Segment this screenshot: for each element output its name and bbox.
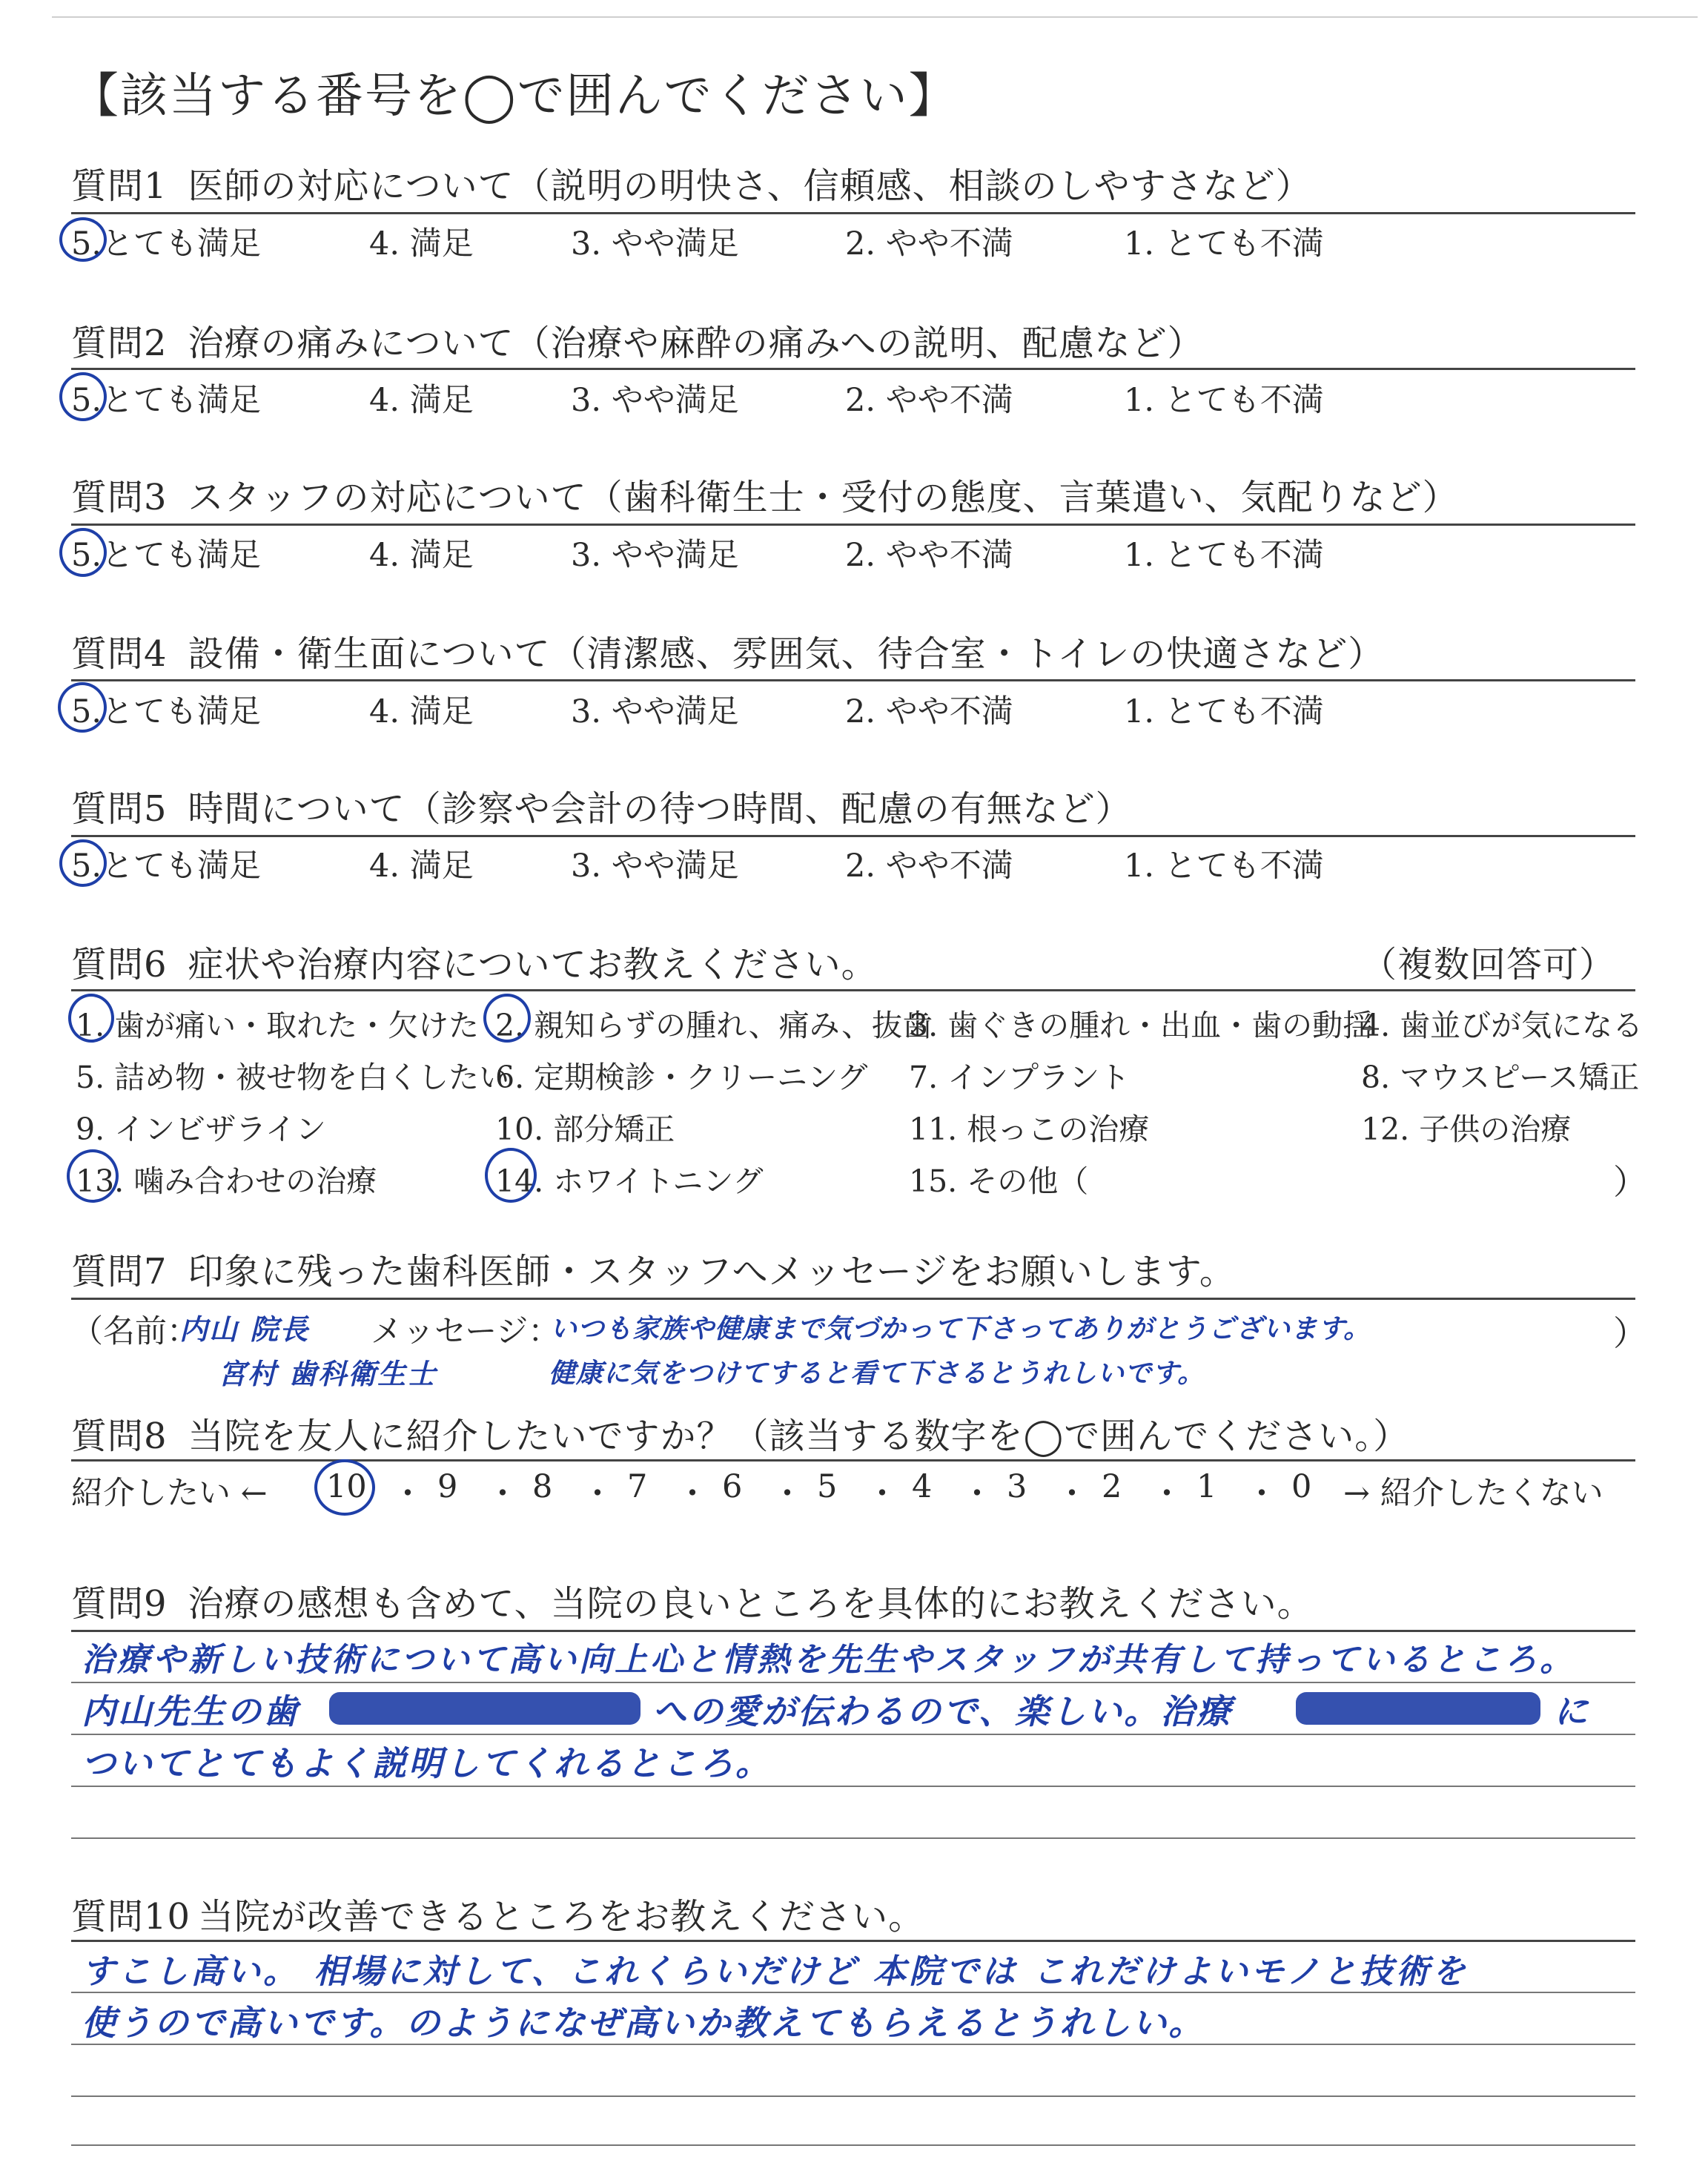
- scale-right-label: → 紹介したくない: [1343, 1475, 1603, 1512]
- scale-5[interactable]: 5: [817, 1468, 838, 1505]
- option-1[interactable]: 1. とても不満: [1124, 382, 1324, 419]
- question-4-rule: [71, 679, 1635, 681]
- q9-answer-line-2b: への愛が伝わるので、楽しい。治療: [652, 1691, 1234, 1731]
- question-number: 質問5: [71, 788, 168, 830]
- option-4[interactable]: 4. 満足: [369, 537, 474, 574]
- question-3-rule: [71, 524, 1635, 526]
- answer-line: [71, 1786, 1635, 1787]
- question-2-rule: [71, 368, 1635, 370]
- option-3[interactable]: 3. やや満足: [571, 693, 739, 730]
- option-3[interactable]: 3. 歯ぐきの腫れ・出血・歯の動揺: [909, 1008, 1374, 1043]
- multiple-answer-note: （複数回答可）: [1361, 944, 1616, 985]
- option-12[interactable]: 12. 子供の治療: [1361, 1112, 1572, 1147]
- answer-line: [71, 1682, 1635, 1683]
- option-2[interactable]: 2. 親知らずの腫れ、痛み、抜歯: [495, 1008, 933, 1043]
- other-close-paren: ）: [1613, 1162, 1647, 1202]
- scale-0[interactable]: 0: [1291, 1468, 1312, 1505]
- option-15[interactable]: 15. その他（: [909, 1163, 1089, 1199]
- option-5[interactable]: 5.とても満足: [71, 225, 262, 262]
- scribble-out: [329, 1692, 640, 1725]
- option-2[interactable]: 2. やや不満: [845, 537, 1013, 574]
- option-1[interactable]: 1. 歯が痛い・取れた・欠けた: [76, 1008, 480, 1043]
- question-number: 質問1: [71, 165, 168, 207]
- page-title: 【該当する番号を◯で囲んでください】: [71, 69, 958, 124]
- scale-separator: ・: [961, 1475, 993, 1513]
- option-1[interactable]: 1. とても不満: [1124, 848, 1324, 885]
- q9-answer-line-2a: 内山先生の歯: [82, 1691, 299, 1731]
- answer-line: [71, 1940, 1635, 1942]
- scale-8[interactable]: 8: [532, 1468, 553, 1505]
- question-5-rule: [71, 835, 1635, 837]
- message-label: メッセージ：: [371, 1313, 560, 1350]
- question-1-rule: [71, 212, 1635, 214]
- question-10-title: [71, 1888, 924, 1939]
- answer-line: [71, 1837, 1635, 1839]
- question-6-title: [71, 936, 1635, 987]
- question-2-title: [71, 314, 1204, 366]
- handwritten-message-2: 健康に気をつけてすると看て下さるとうれしいです。: [549, 1358, 1205, 1389]
- option-8[interactable]: 8. マウスピース矯正: [1361, 1060, 1640, 1095]
- question-5-title: [71, 780, 1132, 831]
- answer-line: [71, 2095, 1635, 2097]
- handwritten-name-2: 宮村 歯科衛生士: [218, 1358, 437, 1390]
- question-number: 質問6: [71, 944, 168, 985]
- option-5[interactable]: 5. 詰め物・被せ物を白くしたい: [76, 1060, 510, 1095]
- option-9[interactable]: 9. インビザライン: [76, 1112, 326, 1147]
- q9-answer-line-2c: に: [1554, 1691, 1590, 1731]
- scale-separator: ・: [391, 1475, 424, 1513]
- option-5[interactable]: 5.とても満足: [71, 693, 262, 730]
- scale-6[interactable]: 6: [722, 1468, 743, 1505]
- option-2[interactable]: 2. やや不満: [845, 848, 1013, 885]
- scale-1[interactable]: 1: [1196, 1468, 1217, 1505]
- scale-separator: ・: [866, 1475, 898, 1513]
- scale-7[interactable]: 7: [627, 1468, 648, 1505]
- scale-10[interactable]: 10: [326, 1468, 367, 1505]
- scale-left-label: 紹介したい ←: [71, 1475, 268, 1512]
- option-5[interactable]: 5.とても満足: [71, 382, 262, 419]
- question-text: 治療の痛みについて（治療や麻酔の痛みへの説明、配慮など）: [188, 323, 1204, 364]
- question-text: 設備・衛生面について（清潔感、雰囲気、待合室・トイレの快適さなど）: [188, 633, 1385, 675]
- scale-separator: ・: [676, 1475, 709, 1513]
- option-2[interactable]: 2. やや不満: [845, 382, 1013, 419]
- q10-answer-line-2: 使うので高いです。のようになぜ高いか教えてもらえるとうれしい。: [82, 2003, 1205, 2043]
- scribble-out: [1296, 1692, 1540, 1725]
- top-border: [52, 16, 1698, 18]
- option-5[interactable]: 5.とても満足: [71, 848, 262, 885]
- question-number: 質問8: [71, 1416, 168, 1457]
- handwritten-name-1: 内山 院長: [179, 1313, 310, 1346]
- q10-answer-line-1: すこし高い。 相場に対して、これくらいだけど 本院では これだけよいモノと技術を: [82, 1952, 1469, 1991]
- option-5[interactable]: 5.とても満足: [71, 537, 262, 574]
- question-text: 印象に残った歯科医師・スタッフへメッセージをお願いします。: [188, 1251, 1236, 1292]
- question-4-title: [71, 625, 1384, 676]
- question-number: 質問2: [71, 323, 168, 364]
- option-4[interactable]: 4. 満足: [369, 225, 474, 262]
- question-7-rule: [71, 1298, 1635, 1300]
- scale-separator: ・: [581, 1475, 614, 1513]
- answer-line: [71, 1630, 1635, 1632]
- question-9-title: [71, 1575, 1314, 1626]
- option-10[interactable]: 10. 部分矯正: [495, 1112, 675, 1147]
- scale-2[interactable]: 2: [1102, 1468, 1122, 1505]
- question-3-title: [71, 469, 1459, 520]
- option-1[interactable]: 1. とても不満: [1124, 693, 1324, 730]
- question-number: 質問7: [71, 1251, 168, 1292]
- option-13[interactable]: 13. 噛み合わせの治療: [76, 1163, 377, 1199]
- option-11[interactable]: 11. 根っこの治療: [909, 1112, 1150, 1147]
- scale-separator: ・: [1056, 1475, 1088, 1513]
- question-text: 医師の対応について（説明の明快さ、信頼感、相談のしやすさなど）: [188, 165, 1312, 207]
- question-number: 質問3: [71, 477, 168, 518]
- option-4[interactable]: 4. 歯並びが気になる: [1361, 1008, 1644, 1043]
- scale-4[interactable]: 4: [912, 1468, 933, 1505]
- option-3[interactable]: 3. やや満足: [571, 537, 739, 574]
- option-2[interactable]: 2. やや不満: [845, 693, 1013, 730]
- option-2[interactable]: 2. やや不満: [845, 225, 1013, 262]
- question-6-rule: [71, 989, 1635, 991]
- message-close-paren: ）: [1613, 1313, 1647, 1353]
- question-number: 質問10: [71, 1896, 191, 1938]
- question-text: 症状や治療内容についてお教えください。: [188, 944, 878, 985]
- answer-line: [71, 1734, 1635, 1735]
- question-text: 当院が改善できるところをお教えください。: [198, 1896, 925, 1938]
- option-4[interactable]: 4. 満足: [369, 693, 474, 730]
- option-3[interactable]: 3. やや満足: [571, 225, 739, 262]
- option-1[interactable]: 1. とても不満: [1124, 225, 1324, 262]
- question-text: 当院を友人に紹介したいですか？（該当する数字を◯で囲んでください。）: [188, 1416, 1410, 1457]
- option-7[interactable]: 7. インプラント: [909, 1060, 1131, 1095]
- question-number: 質問4: [71, 633, 168, 675]
- question-text: 治療の感想も含めて、当院の良いところを具体的にお教えください。: [188, 1583, 1314, 1625]
- scale-separator: ・: [1151, 1475, 1183, 1513]
- q9-answer-line-3: ついてとてもよく説明してくれるところ。: [82, 1743, 772, 1783]
- question-8-rule: [71, 1459, 1635, 1462]
- option-4[interactable]: 4. 満足: [369, 382, 474, 419]
- question-number: 質問9: [71, 1583, 168, 1625]
- question-text: 時間について（診察や会計の待つ時間、配慮の有無など）: [188, 788, 1132, 830]
- scale-3[interactable]: 3: [1007, 1468, 1027, 1505]
- scale-separator: ・: [1245, 1475, 1278, 1513]
- answer-line: [71, 2144, 1635, 2146]
- scale-separator: ・: [486, 1475, 519, 1513]
- option-6[interactable]: 6. 定期検診・クリーニング: [495, 1060, 868, 1095]
- question-1-title: [71, 157, 1312, 208]
- scale-separator: ・: [771, 1475, 804, 1513]
- option-14[interactable]: 14. ホワイトニング: [495, 1163, 764, 1199]
- handwritten-message-1: いつも家族や健康まで気づかって下さってありがとうございます。: [550, 1314, 1371, 1344]
- scale-9[interactable]: 9: [437, 1468, 458, 1505]
- option-4[interactable]: 4. 満足: [369, 848, 474, 885]
- question-7-title: [71, 1243, 1236, 1294]
- q9-answer-line-1: 治療や新しい技術について高い向上心と情熱を先生やスタッフが共有して持っているところ。: [82, 1641, 1576, 1679]
- option-3[interactable]: 3. やや満足: [571, 848, 739, 885]
- option-3[interactable]: 3. やや満足: [571, 382, 739, 419]
- question-8-title: [71, 1407, 1409, 1459]
- option-1[interactable]: 1. とても不満: [1124, 537, 1324, 574]
- question-text: スタッフの対応について（歯科衛生士・受付の態度、言葉遣い、気配りなど）: [188, 477, 1459, 518]
- name-label: （名前：: [71, 1313, 199, 1350]
